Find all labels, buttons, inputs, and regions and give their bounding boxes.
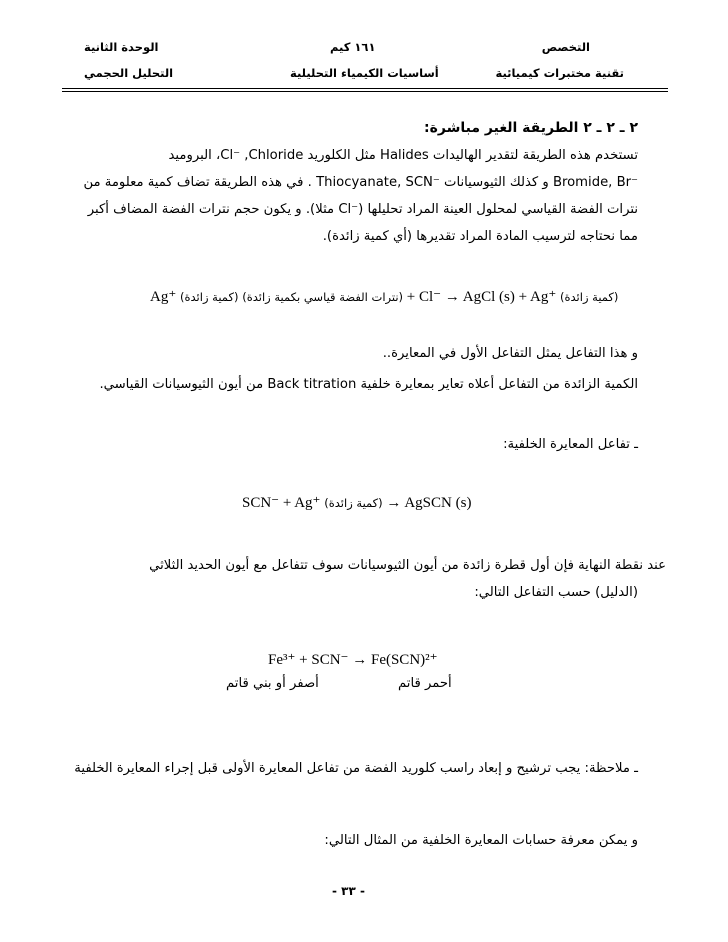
equation2-part2: → AgSCN (s) xyxy=(386,495,472,511)
equation1-part1: Ag⁺ xyxy=(150,289,177,305)
equation2-part1: SCN⁻ + Ag⁺ xyxy=(242,495,321,511)
equation1-note-excess-right: (كمية زائدة) xyxy=(559,290,619,304)
back-titration-line: الكمية الزائدة من التفاعل أعلاه تعاير بمعايرة خلفية Back titration من أيون الثيوسيانات القياسي. xyxy=(99,377,638,392)
paragraph1-line1: تستخدم هذه الطريقة لتقدير الهاليدات Halides مثل الكلوريد ‎Cl⁻ ,Chloride‎، البروميد xyxy=(168,148,638,163)
header-rule-thin xyxy=(62,91,668,92)
equation2-note: (كمية زائدة) xyxy=(324,496,383,510)
page-number: - ٣٣ - xyxy=(332,884,365,898)
header-left-bottom: التحليل الحجمي xyxy=(84,66,174,80)
equation3-label-left: أصفر أو بني قاتم xyxy=(226,676,319,691)
equation1-note-standard: (نترات الفضة قياسي بكمية زائدة) xyxy=(242,290,404,304)
first-reaction-line: و هذا التفاعل يمثل التفاعل الأول في المعايرة.. xyxy=(382,346,638,361)
equation1-note-excess-left: (كمية زائدة) xyxy=(180,290,239,304)
paragraph2-line2: (الدليل) حسب التفاعل التالي: xyxy=(474,585,638,600)
equation3: Fe³⁺ + SCN⁻ → Fe(SCN)²⁺ xyxy=(268,652,438,668)
equation1-part2: + Cl⁻ → AgCl (s) + Ag⁺ xyxy=(406,289,557,305)
back-titration-title: ـ تفاعل المعايرة الخلفية: xyxy=(503,437,638,452)
equation1 xyxy=(150,287,618,306)
paragraph1-line2: ‎Bromide, Br⁻‎ و كذلك الثيوسيانات ‎Thiocyanate, SCN⁻‎ . في هذه الطريقة تضاف كمية معلومة من xyxy=(83,175,638,190)
equation2 xyxy=(242,493,471,512)
note-line: ـ ملاحظة: يجب ترشيح و إبعاد راسب كلوريد الفضة من تفاعل المعايرة الأولى قبل إجراء المعايرة الخلفية xyxy=(74,761,638,776)
header-left-top: الوحدة الثانية xyxy=(84,40,159,54)
header-right-top: التخصص xyxy=(541,40,590,54)
paragraph2-line1: عند نقطة النهاية فإن أول قطرة زائدة من أيون الثيوسيانات سوف تتفاعل مع أيون الحديد الثلاثي xyxy=(149,558,666,573)
header-right-bottom: تقنية مختبرات كيميائية xyxy=(495,66,624,80)
header-center-bottom: أساسيات الكيمياء التحليلية xyxy=(290,66,439,80)
equation3-label-right: أحمر قاتم xyxy=(398,676,452,691)
paragraph1-line4: مما نحتاجه لترسيب المادة المراد تقديرها (أي كمية زائدة). xyxy=(322,229,638,244)
paragraph1-line3: نترات الفضة القياسي لمحلول العينة المراد تحليلها (‎Cl⁻‎ مثلا). و يكون حجم نترات الفضة المضاف أكبر xyxy=(87,202,638,217)
closing-line: و يمكن معرفة حسابات المعايرة الخلفية من المثال التالي: xyxy=(324,833,638,848)
section-title: ٢ ـ ٢ ـ ٢ الطريقة الغير مباشرة: xyxy=(424,120,638,136)
header-center-top: ١٦١ كيم xyxy=(330,40,376,54)
header-rule xyxy=(62,88,668,89)
